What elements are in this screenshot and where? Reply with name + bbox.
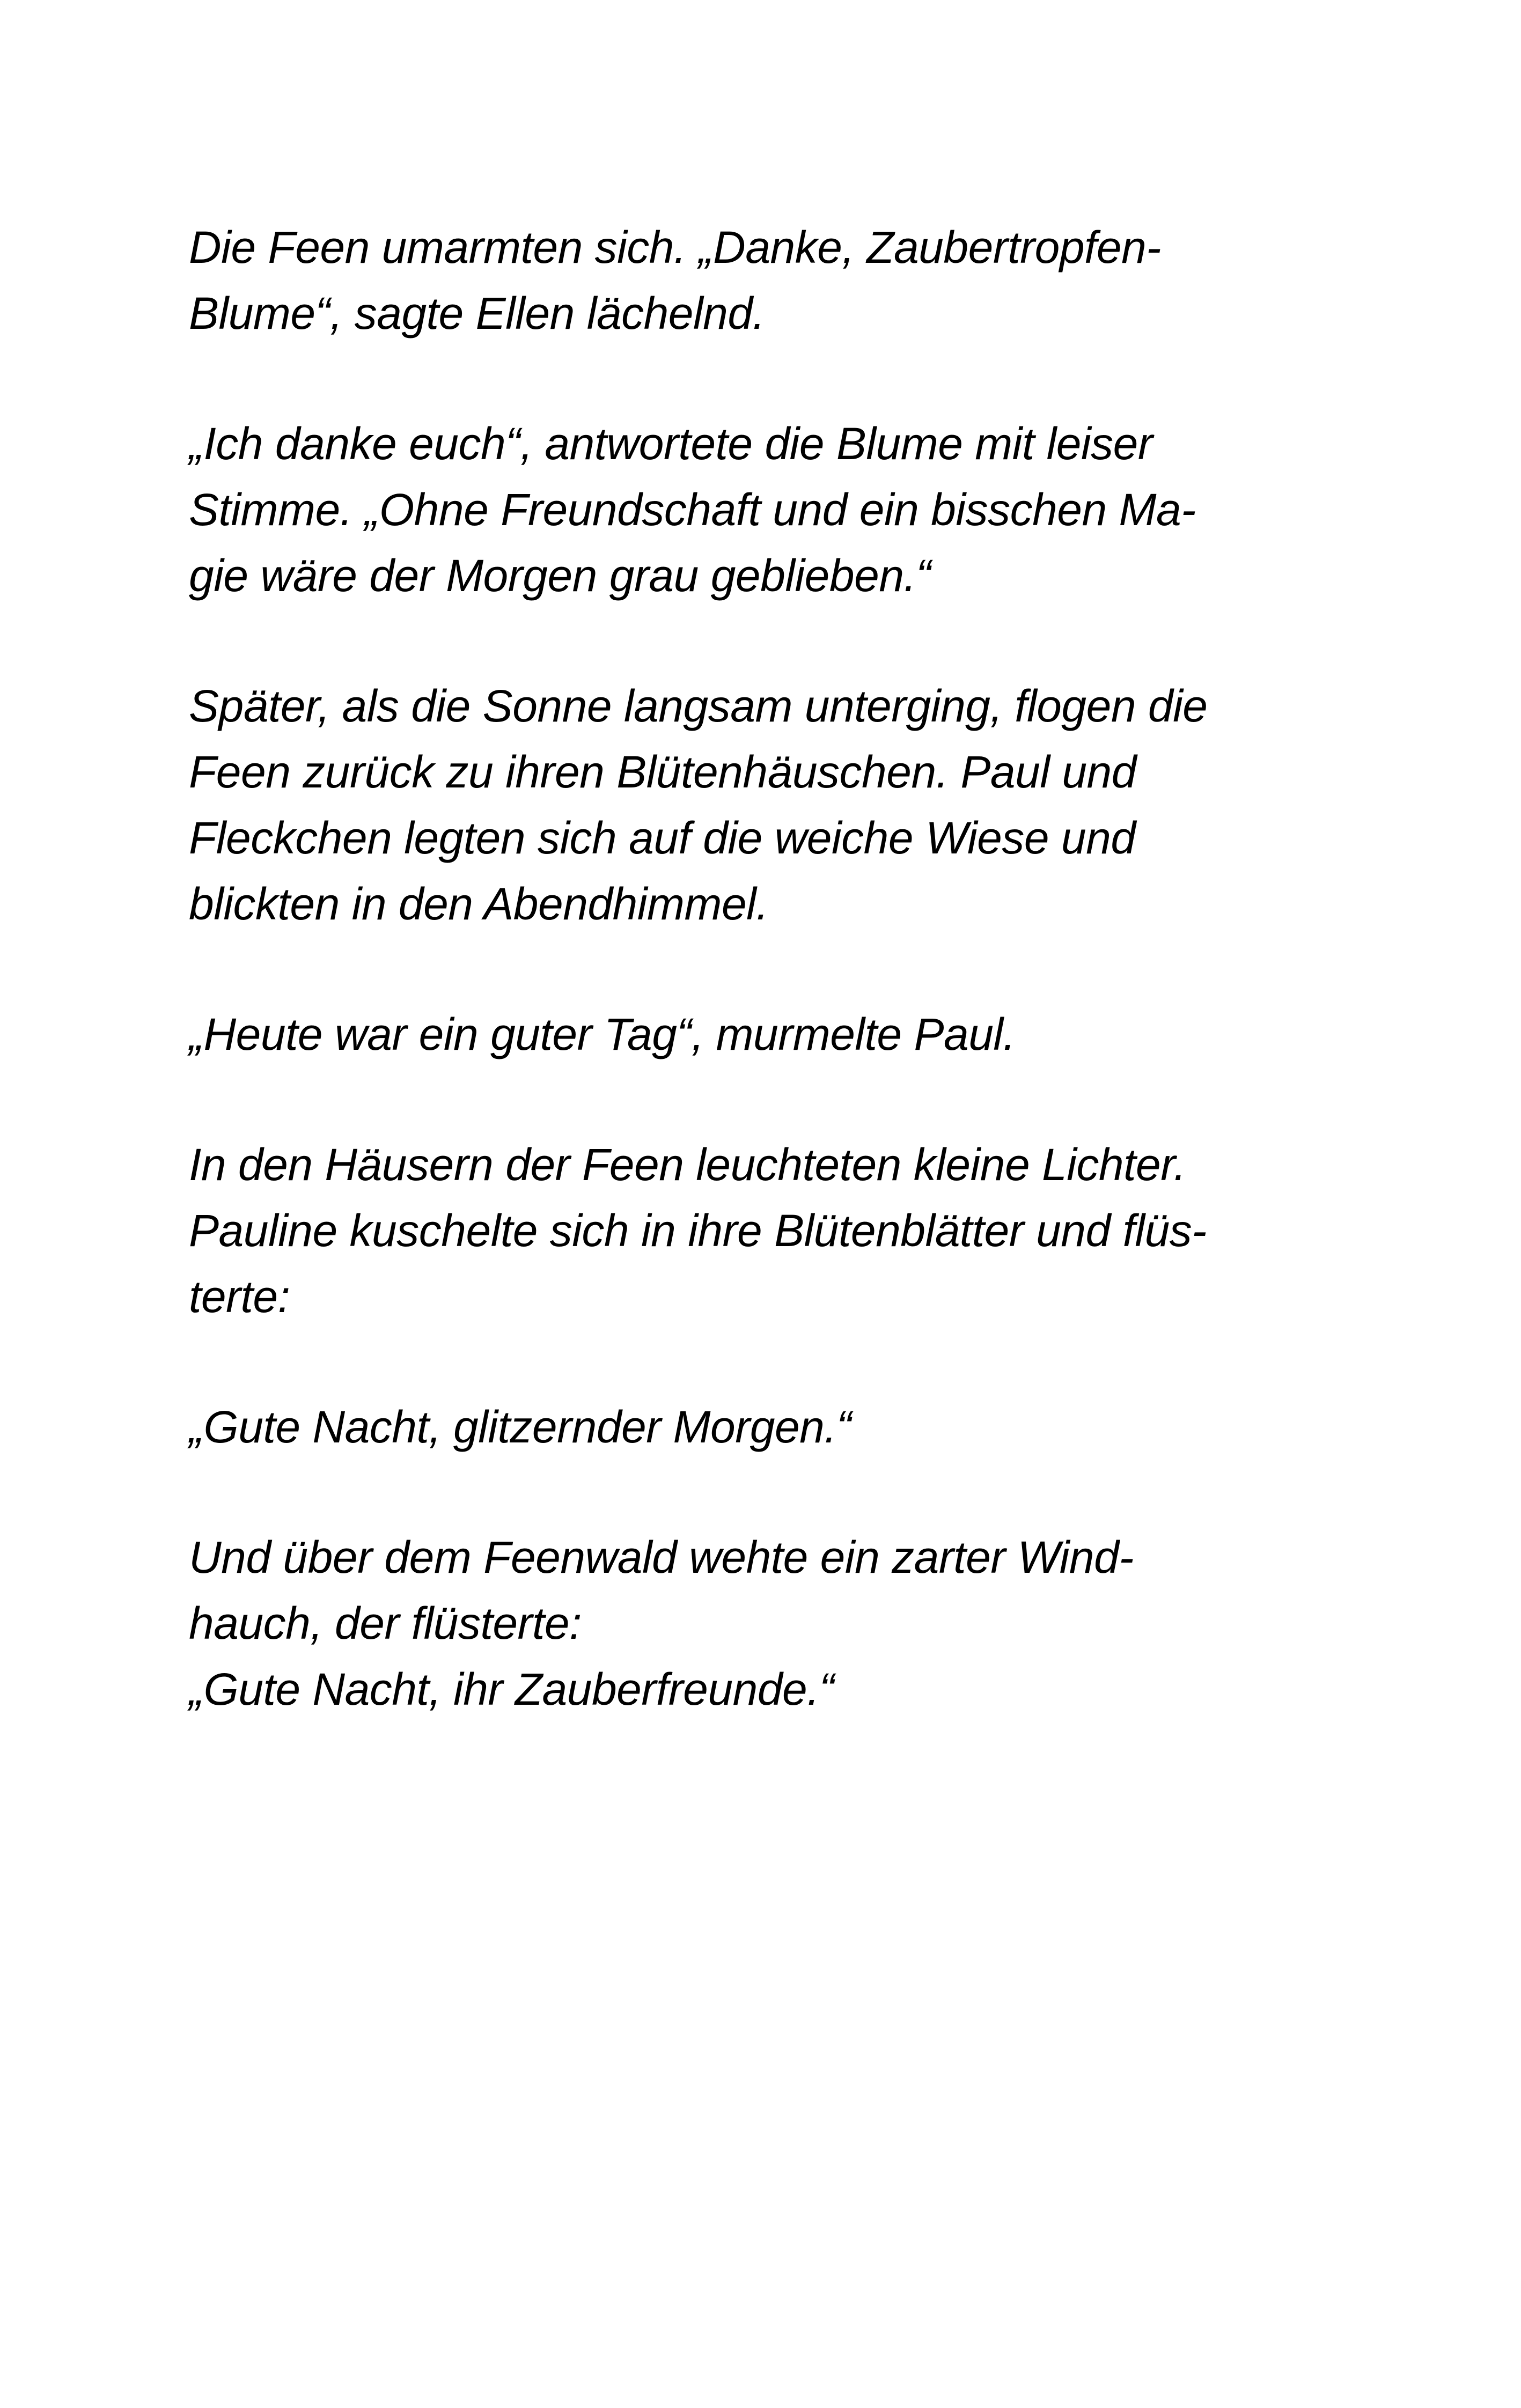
paragraph-6 [189, 1394, 1369, 1460]
paragraph-7 [189, 1525, 1369, 1722]
text-line: Blume“, sagte Ellen lächelnd. [189, 288, 765, 338]
text-line: Und über dem Feenwald wehte ein zarter Wind- [189, 1532, 1134, 1582]
text-line: „Ich danke euch“, antwortete die Blume mit leiser [189, 418, 1153, 469]
text-line: „Heute war ein guter Tag“, murmelte Paul. [189, 1009, 1016, 1059]
text-line: Pauline kuschelte sich in ihre Blütenblätter und flüs- [189, 1205, 1207, 1256]
text-line: Stimme. „Ohne Freundschaft und ein bisschen Ma- [189, 484, 1196, 535]
paragraph-3 [189, 673, 1369, 937]
paragraph-5 [189, 1132, 1369, 1330]
text-line: hauch, der flüsterte: [189, 1598, 582, 1648]
text-line: gie wäre der Morgen grau geblieben.“ [189, 550, 931, 601]
text-line: Feen zurück zu ihren Blütenhäuschen. Paul und [189, 747, 1136, 797]
paragraph-1 [189, 215, 1369, 347]
paragraph-4 [189, 1002, 1369, 1067]
text-line: Später, als die Sonne langsam unterging, flogen die [189, 681, 1208, 731]
paragraph-2 [189, 411, 1369, 609]
text-line: Die Feen umarmten sich. „Danke, Zaubertropfen- [189, 222, 1161, 273]
text-line: blickten in den Abendhimmel. [189, 879, 769, 929]
text-line: Fleckchen legten sich auf die weiche Wiese und [189, 813, 1136, 863]
story-text [189, 215, 1369, 1787]
text-line: In den Häusern der Feen leuchteten kleine Lichter. [189, 1139, 1186, 1190]
text-line: „Gute Nacht, ihr Zauberfreunde.“ [189, 1664, 834, 1714]
text-line: „Gute Nacht, glitzernder Morgen.“ [189, 1402, 851, 1452]
text-line: terte: [189, 1271, 290, 1322]
